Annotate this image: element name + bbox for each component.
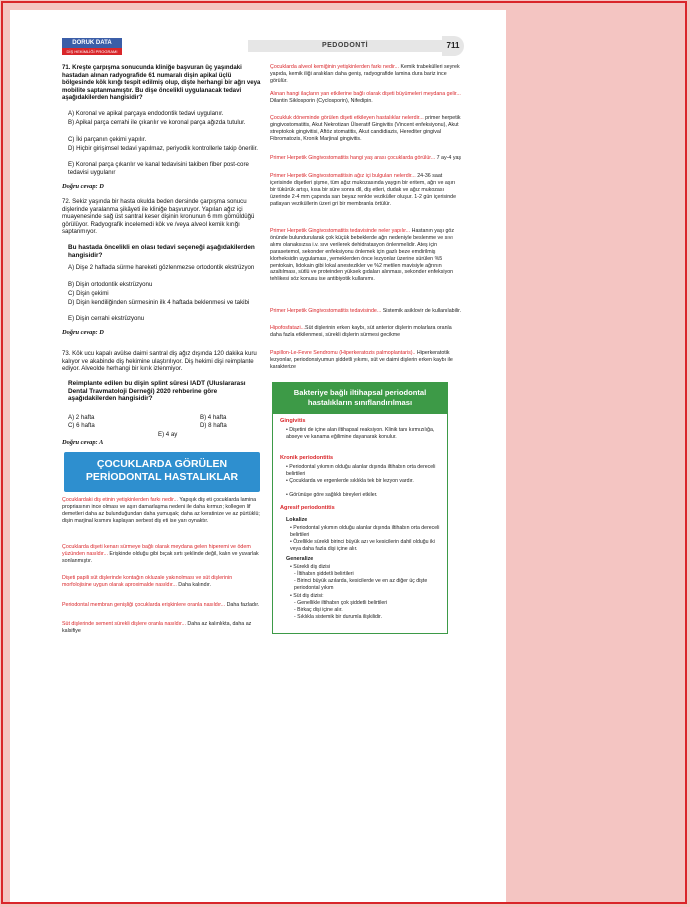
question-72-stem: 72. Sekiz yaşında bir hasta okulda beden dersinde çarpışma sonucu dişlerinde yaralanma şikâyeti ile kliniğe başvuruyor. Yapılan ağız içi muayenesinde sağ üst santral keser dişinin kronunun 6 mm gömüldüğü görülüyor. Radyografik incelemedi kök ve /veya alveol kemik kırığı saptanmıyor. [62,198,255,236]
bullet-answer: Dilantin Siklosporin (Cyclosporin), Nifedipin. [270,97,373,104]
left-bullet-5 [62,621,262,635]
bullet-question: Çocuklarda dişeti kenarı sürmeye bağlı olarak meydana gelen hiperemi ve ödem yüzünden nasıldır... [62,544,251,557]
generalize-label: Generalize [286,556,314,562]
classification-title-1: Bakteriye bağlı iltihapsal periodontal [293,388,427,397]
q72-option-c: C) Dişin çekimi [68,290,109,297]
gingivitis-label: Gingivitis [280,418,306,424]
bullet-question: Süt dişlerinde sement sürekli dişlere oranla nasıldır... [62,621,186,627]
right-bullet-2 [270,91,462,105]
lokalize-label: Lokalize [286,517,308,523]
q72-option-d: D) Dişin kendiliğinden sürmesinin ilk 4 haftada beklenmesi ve takibi [68,299,250,306]
right-bullet-6 [270,228,462,283]
bullet-question: Çocuklardaki diş etinin yetişkinlerden farkı nedir... [62,497,178,503]
q71-option-d: D) Hiçbir girişimsel tedavi yapılmaz, periyodik kontrollerle takip önerilir. [68,145,258,152]
question-73-prompt: Reimplante edilen bu dişin splint süresi IADT (Uluslararası Dental Travmatoloji Derneği) 2020 rehberine göre aşağıdakilerden hangisidir? [68,380,246,403]
right-bullet-5 [270,173,462,208]
left-bullet-4 [62,602,262,609]
bullet-answer: Daha az kalınlıkta, daha az kalsifiye [62,621,252,634]
question-73-stem: 73. Kök ucu kapalı avülse daimi santral diş ağız dışında 120 dakika kuru kalıyor ve akabinde diş hekimine ulaştırılıyor. Diş hekimi dişi reimplante ediyor. Alveolde herhangi bir kırık izlenmiyor. [62,350,257,373]
kronik-item-2: • Çocuklarda ve ergenlerde sıklıkla tek bir lezyon vardır. [286,478,414,484]
q71-option-c: C) İki parçanın çekimi yapılır. [68,136,147,143]
bullet-question: Primer Herpetik Gingivostomatitis tedavisinde... [270,308,382,314]
question-72-prompt: Bu hastada öncelikli en olası tedavi seçeneği aşağıdakilerden hangisidir? [68,244,255,259]
bullet-question: Papillon-Le-Fevre Sendromu (Hiperkeratozis palmoplantaris).. [270,350,416,356]
question-71-stem: 71. Kreşte çarpışma sonucunda kliniğe başvuran üç yaşındaki hastadan alınan radyografide 61 numaralı dişin apikal üçlü bölgesinde kök kırığı tespit edilmiş olup, dişte herhangi bir ağrı veya mobilite saptanmamıştır. Bu dişe öncelikli uygulanacak tedavi aşağıdakilerden hangisidir? [62,64,261,102]
bullet-answer: Yapışık diş eti çocuklarda lamina propriasının ince olması ve aşırı damarlaşma nedeni ile daha kırmızı; kollegen lif demetleri daha az bulunduğundan daha yumuşak; daha az keratinize ve az pürtüklü; dişin marjinal kısmını kaplayan serbest diş eti ise yarı oynaktır. [62,497,260,524]
agresif-label: Agresif periodontitis [280,505,335,511]
bullet-answer: primer herpetik gingivostomatitis, Akut Nekrotizan Ülseratif Gingivitis (Vincent enfeksiyonu), Akut streptokok gingivitisi, Aftöz stomatitis, Akut candidiazis, Herediter gingival Fibromatozis, Kronik Marjinal gingivitis. [270,115,461,142]
bullet-answer: Erişkinde olduğu gibi bıçak sırtı şeklinde değil, kalın ve yuvarlak sonlanmıştır. [62,550,259,564]
right-bullet-9 [270,350,462,371]
bullet-question: Primer Herpetik Gingivostomatitis hangi yaş arası çocuklarda görülür... [270,155,436,161]
bullet-answer: Süt dişlerinin erken kaybı, süt anterior dişlerin molarlara oranla daha fazla etkilenmesi, sürekli dişlerin sürmesi gecikme [270,325,452,338]
publisher-logo [62,38,122,56]
generalize-item-6: - Birkaç dişi içine alır. [294,607,343,613]
bullet-answer: Sistemik asiklovir de kullanılabilir. [381,308,462,314]
classification-header [272,382,448,414]
bullet-answer: 24-36 saat içerisinde dişetleri şişme, tüm ağız mukozasında yaygın bir eritem, ağrı ve aşırı bir tükürük artışı, kısa bir süre sonra dil, diş etleri, dudak ve ağız mukozası üzerinde 2-4 mm çapında sarı beyaz renkte veziküller oluşur. 1-2 gün içerisinde patlayan veziküllerin üzeri gri bir membranla örtülür. [270,173,457,207]
section-title: PEDODONTİ [321,42,369,49]
banner-line-2: PERİODONTAL HASTALIKLAR [85,471,239,483]
left-bullet-2 [62,544,262,565]
left-bullet-3 [62,575,262,589]
left-bullet-1 [62,497,262,525]
page-number: 711 [442,36,464,56]
bullet-question: Dişeti papili süt dişlerinde kontağın okluzale yakınolması ve süt dişlerinin morfolojisine uygun olarak aproximalde nasıldır... [62,575,233,588]
q71-option-b: B) Apikal parça cerrahi ile çıkarılır ve koronal parça ağızda tutulur. [68,119,246,126]
q71-option-e: E) Koronal parça çıkarılır ve kanal tedavisini takiben fiber post-core tedavisi uygulanır [68,161,249,176]
kronik-item-3: • Görünüşe göre sağlıklı bireyleri etkiler. [286,492,378,498]
logo-subtitle: DİŞ HEKİMLİĞİ PROGRAMI [62,48,122,55]
bullet-question: Periodontal membran genişliği çocuklarda erişkinlere oranla nasıldır... [62,602,226,608]
q73-option-e: E) 4 ay [158,431,178,438]
bullet-question: Çocukluk döneminde görülen dişeti etkileyen hastalıklar nelerdir... [270,115,424,121]
q73-option-b: B) 4 hafta [200,414,227,421]
right-bullet-3 [270,115,462,143]
bullet-answer: 7 ay-4 yaş [435,155,462,161]
bullet-answer: Kemik trabekülleri seyrek yapıda, kemik iliği aralıkları daha geniş, radyografide lamina dura bariz ince görülür. [270,64,460,84]
kronik-label: Kronik periodontitis [280,455,334,461]
bullet-question: Hipofosfatazi... [270,325,306,331]
gingivitis-item: • Dişetini de içine alan iltihapsal reaksiyon. Klinik tanı kırmızılığa, abseye ve kanama eğilimine dayanarak konulur. [286,427,435,440]
right-bullet-4 [270,155,462,162]
bullet-answer: Daha fazladır. [225,602,260,608]
bullet-answer: Daha kalındır. [176,581,211,588]
q72-option-e: E) Dişin cerrahi ekstrüzyonu [68,315,145,322]
bullet-answer: Hastanın yaşı göz önünde bulundurularak çok küçük bebeklerde ağrı nedeniyle beslenme ve sıvı alımı olanaksızsa i.v. sıvı verilerek dehidratasyon önlenmelidir. Ateş için parasetemol, sekonder enfeksiyonu önlemek için gazlı beze emdirilmiş klorheksidin uygulaması, yemeklerden önce lezyonlar üzerine sürülen %5 pentokain, lidokain gibi lokal anestezikler ve %2 metilen mavisiyle ağrının azaltılması, sütlü ve proteinden yüksek gıdaları alınması, sekonder enfeksiyon tehlikesi söz konusu ise antibiyotik kullanımı. [270,228,455,283]
right-bullet-8 [270,325,462,339]
bullet-question: Primer Herpetik Gingivostomatitis tedavisinde neler yapılır... [270,228,411,234]
generalize-item-3: - Birinci büyük azılarda, kesicilerde ve en az diğer üç dişte periodontal yıkım [294,578,428,591]
right-bullet-7 [270,308,462,315]
bullet-question: Alınan hangi ilaçların yan etkilerine bağlı olarak dişeti büyümeleri meydana gelir... [270,91,461,97]
q71-answer: Doğru cevap: D [62,183,104,190]
margin-strip [506,10,678,902]
q73-option-d: D) 8 hafta [200,422,227,429]
generalize-item-2: - İltihabın şiddetli belirtileri [294,571,354,577]
lokalize-item-1: • Periodontal yıkımın olduğu alanlar dışında iltihabın orta dereceli belirtileri [290,525,440,538]
logo-text: DORUK DATA [62,38,122,48]
generalize-item-7: - Sıklıkla sistemik bir durumla ilişkilidir. [294,614,382,620]
q73-option-a: A) 2 hafta [68,414,95,421]
bullet-question: Primer Herpetik Gingivostomatitisin ağız içi bulguları nelerdir... [270,173,416,179]
right-bullet-1 [270,64,462,85]
banner-line-1: ÇOCUKLARDA GÖRÜLEN [96,458,228,470]
q73-answer: Doğru cevap: A [62,439,104,446]
generalize-item-5: - Genellikle iltihabın çok şiddetli belirtileri [294,600,388,606]
q72-option-a: A) Dişe 2 haftada sürme hareketi gözlenmezse ortodontik ekstrüzyon [68,264,255,271]
kronik-item-1: • Periodontal yıkımın olduğu alanlar dışında iltihabın orta dereceli belirtileri [286,464,436,477]
lokalize-item-2: • Özellikle sürekli birinci büyük azı ve kesicilerin dahil olduğu iki veya daha fazla dişi içine alır. [290,539,435,552]
bullet-answer: Hiperkeratotik lezyonlar, periodonsiyumun şiddetli yıkımı, süt ve daimi dişlerin erken kaybı ile karakterize [270,350,453,370]
q71-option-a: A) Koronal ve apikal parçaya endodontik tedavi uygulanır. [68,110,224,117]
q73-option-c: C) 6 hafta [68,422,95,429]
q72-answer: Doğru cevap: D [62,329,104,336]
generalize-item-1: • Sürekli diş dizisi [290,564,331,570]
q72-option-b: B) Dişin ortodontik ekstrüzyonu [68,281,153,288]
generalize-item-4: • Süt diş dizisi: [290,593,324,599]
bullet-question: Çocuklarda alveol kemiğinin yetişkinlerden farkı nedir... [270,64,399,70]
classification-title-2: hastalıkların sınıflandırılması [307,398,413,407]
section-banner [64,452,260,492]
